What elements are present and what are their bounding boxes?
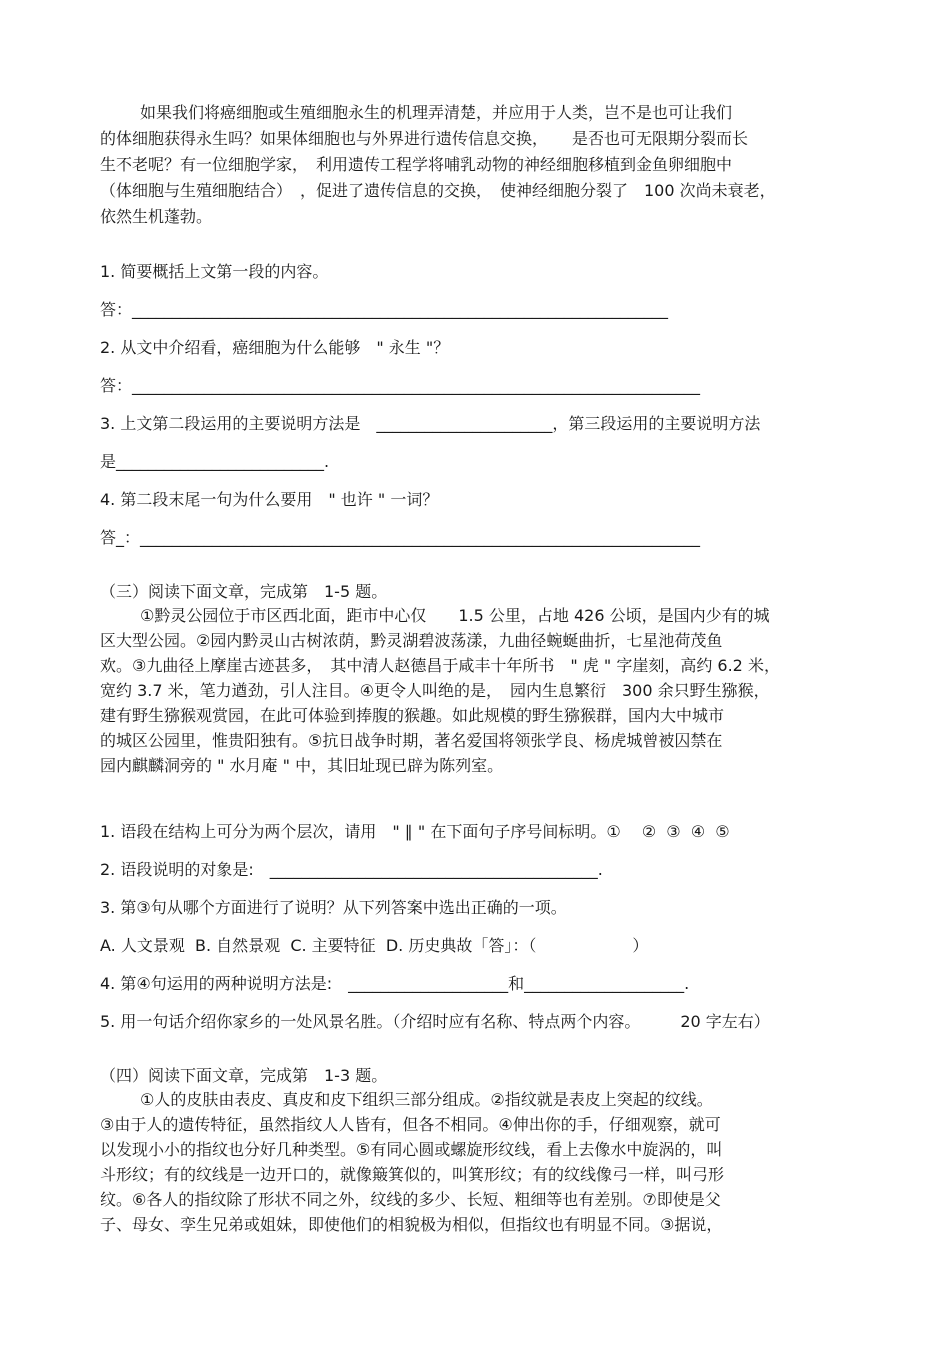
paragraph-line: ①人的皮肤由表皮、真皮和皮下组织三部分组成。②指纹就是表皮上突起的纹线。 xyxy=(140,1090,713,1109)
paragraph-line: 斗形纹；有的纹线是一边开口的，就像簸箕似的，叫箕形纹；有的纹线像弓一样，叫弓形 xyxy=(100,1165,725,1184)
paragraph-line: （体细胞与生殖细胞结合） ，促进了遗传信息的交换， 使神经细胞分裂了 100 次尚未衰老， xyxy=(100,181,776,200)
paragraph-line: 的城区公园里，惟贵阳独有。⑤抗日战争时期，著名爱国将领张学良、杨虎城曾被囚禁在 xyxy=(100,731,723,750)
question-text: 4. 第二段末尾一句为什么要用 " 也许 " 一词？ xyxy=(100,490,439,509)
paragraph-line: ①黔灵公园位于市区西北面，距市中心仅 1.5 公里，占地 426 公顷，是国内少有的城 xyxy=(140,606,770,625)
paragraph-line: 以发现小小的指纹也分好几种类型。⑤有同心圆或螺旋形纹线，看上去像水中旋涡的，叫 xyxy=(100,1140,723,1159)
question-text: 2. 从文中介绍看，癌细胞为什么能够 " 永生 "？ xyxy=(100,338,450,357)
question-text: 1. 语段在结构上可分为两个层次，请用 " ∥ " 在下面句子序号间标明。① ② ③ ④ ⑤ xyxy=(100,822,730,841)
paragraph-line: 如果我们将癌细胞或生殖细胞永生的机理弄清楚，并应用于人类，岂不是也可让我们 xyxy=(140,103,733,122)
paragraph-line: 依然生机蓬勃。 xyxy=(100,207,213,226)
question-text: 3. 上文第二段运用的主要说明方法是 ______________________，第三段运用的主要说明方法 xyxy=(100,414,761,433)
paragraph-line: 宽约 3.7 米，笔力遒劲，引人注目。④更令人叫绝的是， 园内生息繁衍 300 余只野生猕猴， xyxy=(100,681,770,700)
answer-line: 答：___________________________________________________________________ xyxy=(100,300,669,319)
section-heading: （三）阅读下面文章，完成第 1-5 题。 xyxy=(100,582,388,601)
paragraph-line: 生不老呢？有一位细胞学家， 利用遗传工程学将哺乳动物的神经细胞移植到金鱼卵细胞中 xyxy=(100,155,733,174)
question-text: 2. 语段说明的对象是: _________________________________________. xyxy=(100,860,603,879)
paragraph-line: ③由于人的遗传特征，虽然指纹人人皆有，但各不相同。④伸出你的手，仔细观察，就可 xyxy=(100,1115,721,1134)
section-heading: （四）阅读下面文章，完成第 1-3 题。 xyxy=(100,1066,388,1085)
question-text: 1. 简要概括上文第一段的内容。 xyxy=(100,262,329,281)
question-text: 3. 第③句从哪个方面进行了说明？从下列答案中选出正确的一项。 xyxy=(100,898,567,917)
paragraph-line: 欢。③九曲径上摩崖古迹甚多， 其中清人赵德昌于咸丰十年所书 " 虎 " 字崖刻，高约 6.2 米， xyxy=(100,656,780,675)
answer-line: 答_：______________________________________________________________________ xyxy=(100,528,700,547)
paragraph-line: 建有野生猕猴观赏园，在此可体验到捧腹的猴趣。如此规模的野生猕猴群，国内大中城市 xyxy=(100,706,725,725)
paragraph-line: 纹。⑥各人的指纹除了形状不同之外，纹线的多少、长短、粗细等也有差别。⑦即使是父 xyxy=(100,1190,721,1209)
paragraph-line: 区大型公园。②园内黔灵山古树浓荫，黔灵湖碧波荡漾，九曲径蜿蜒曲折，七星池荷茂鱼 xyxy=(100,631,723,650)
paragraph-line: 的体细胞获得永生吗？如果体细胞也与外界进行遗传信息交换， 是否也可无限期分裂而长 xyxy=(100,129,749,148)
answer-line: 答：_______________________________________________________________________ xyxy=(100,376,701,395)
answer-line: 是__________________________. xyxy=(100,452,330,471)
answer-options: A. 人文景观 B. 自然景观 C. 主要特征 D. 历史典故「答」：（ ） xyxy=(100,936,649,955)
paragraph-line: 子、母女、孪生兄弟或姐妹，即使他们的相貌极为相似，但指纹也有明显不同。③据说， xyxy=(100,1215,723,1234)
paragraph-line: 园内麒麟洞旁的 " 水月庵 " 中，其旧址现已辟为陈列室。 xyxy=(100,756,504,775)
question-text: 4. 第④句运用的两种说明方法是: ____________________和____________________. xyxy=(100,974,690,993)
question-text: 5. 用一句话介绍你家乡的一处风景名胜。（介绍时应有名称、特点两个内容。 20 字左右） xyxy=(100,1012,770,1031)
